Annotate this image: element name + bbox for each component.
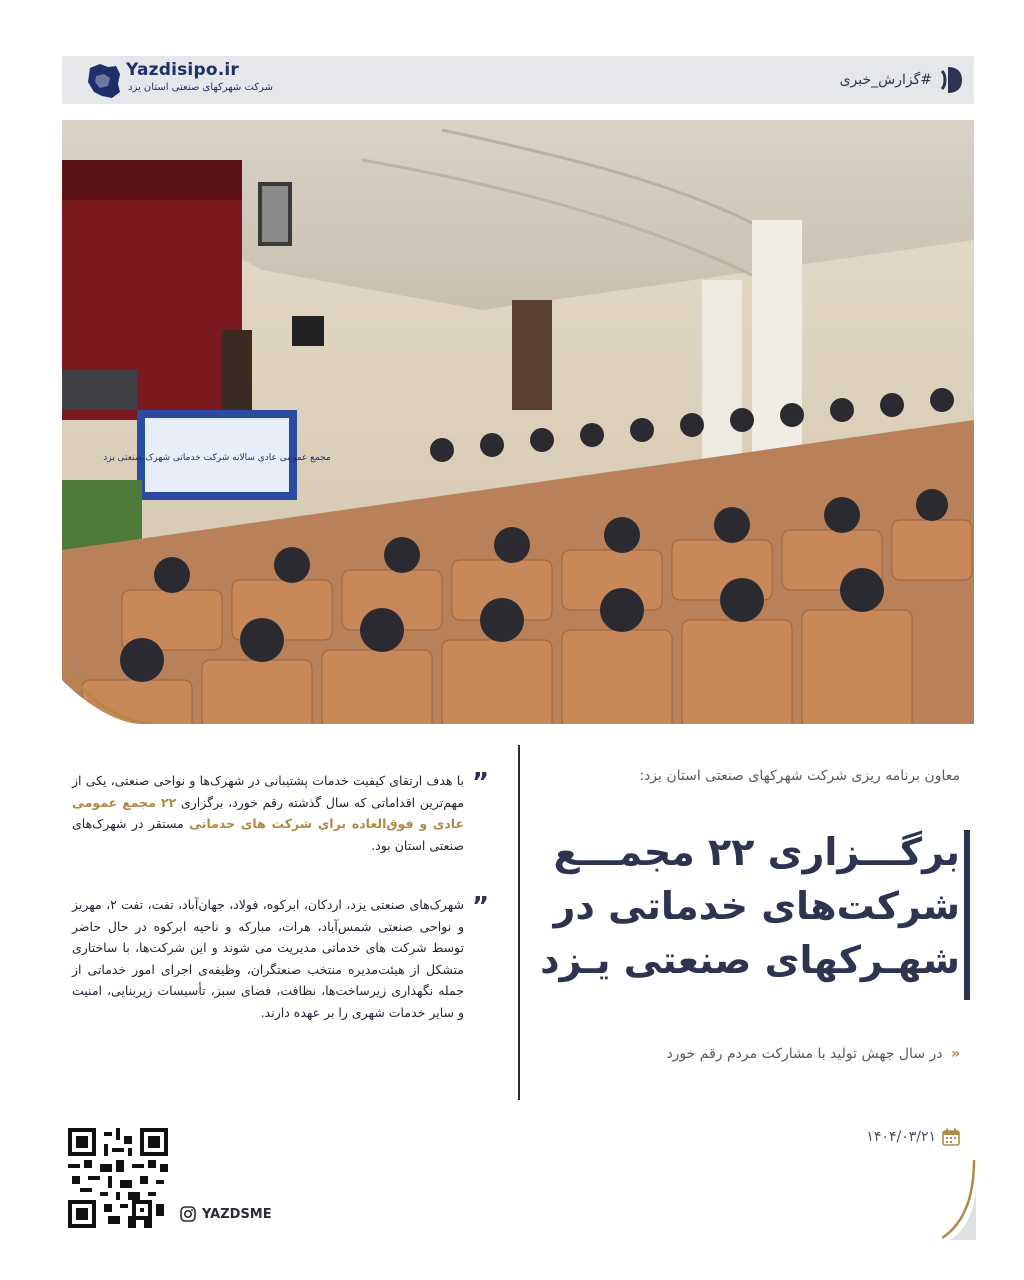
column-divider [518, 745, 520, 1100]
bookmark-icon [938, 65, 964, 95]
event-photo [62, 120, 974, 724]
paragraph-2: شهرک‌های صنعتی یزد، اردکان، ابرکوه، فولاد، جهان‌آباد، تفت، تفت ۲، مهریز و نواحی صنعتی شمس‌آباد، هرات، مبارکه و ناحیه ابرکوه در حال حاضر توسط شرکت های خدماتی مدیریت می شوند و این شرکت‌ها، با ساختاری متشکل از هیئت‌مدیره منتخب صنعتگران، وظیفه‌ی اجرای امور خدماتی از جمله نگهداری زیرساخت‌ها، نظافت، فضای سبز، تأسیسات زیربنایی، امنیت و سایر خدمات شهری را بر عهده دارند. [72, 897, 464, 1020]
instagram-handle[interactable] [180, 1206, 272, 1222]
paragraph-1 [72, 770, 464, 856]
site-name: Yazdisipo.ir [126, 60, 239, 80]
publish-date [866, 1128, 960, 1146]
news-tag [840, 64, 964, 96]
qr-code[interactable] [68, 1128, 168, 1228]
article-lead [540, 1046, 960, 1062]
decorative-corner [942, 1160, 976, 1240]
company-name: شرکت شهرکهای صنعتی استان یزد [128, 82, 273, 93]
paragraph-1-highlight: ۲۲ مجمع عمومی عادی و فوق‌العاده برای شرکت های خدماتی [72, 794, 464, 831]
article-subtitle: معاون برنامه ریزی شرکت شهرکهای صنعتی استان یزد: [639, 768, 960, 784]
quote-icon: ” [472, 892, 490, 922]
paragraph-1-text-a: با هدف ارتقای کیفیت خدمات پشتیبانی در شهرک‌ها و نواحی صنعتی، یکی از مهم‌ترین اقداماتی که سال گذشته رقم خورد، برگزاری [72, 773, 464, 810]
quote-icon: ” [472, 768, 490, 798]
calendar-icon [942, 1128, 960, 1146]
header-bar [62, 56, 974, 104]
headline-accent-bar [964, 830, 970, 1000]
iran-map-icon [86, 62, 122, 100]
site-logo[interactable] [86, 60, 273, 102]
instagram-icon [180, 1206, 196, 1222]
paragraph-1-text-b: مستقر در شهرک‌های صنعتی استان بود. [72, 816, 464, 853]
date-text: ۱۴۰۴/۰۳/۲۱ [866, 1129, 936, 1145]
article-headline: برگـــزاری ۲۲ مجمـــع شرکت‌های خدماتی در شهـرکهای صنعتی یـزد [540, 830, 960, 982]
instagram-name: YAZDSME [202, 1206, 272, 1222]
banner-text: مجمع عمومی عادی سالانه شرکت خدماتی شهرک صنعتی یزد [103, 453, 331, 463]
tag-label: #گزارش_خبری [839, 72, 932, 88]
lead-text: در سال جهش تولید با مشارکت مردم رقم خورد [666, 1046, 943, 1062]
double-chevron-icon: « [950, 1046, 960, 1062]
